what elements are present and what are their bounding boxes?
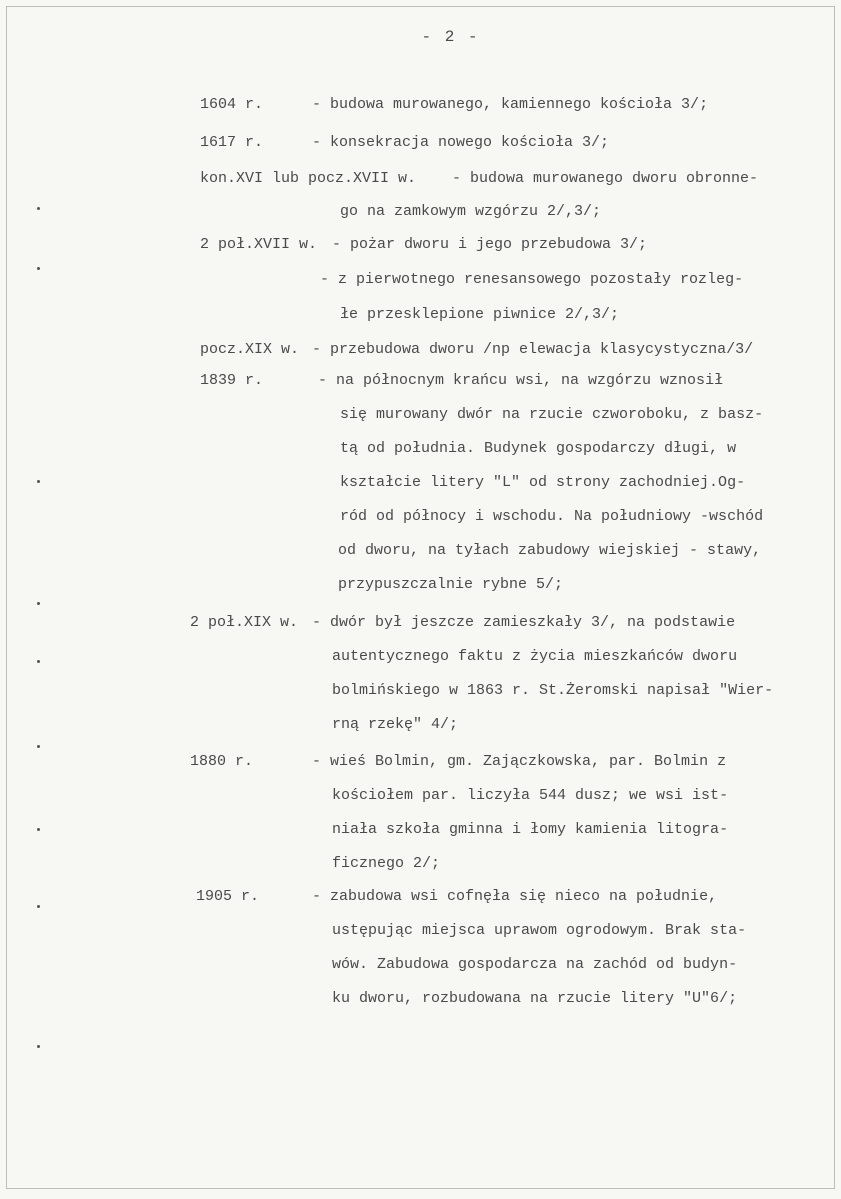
entry-text-line: autentycznego faktu z życia mieszkańców dworu [332, 648, 738, 665]
margin-dot [37, 480, 40, 483]
entry-text-line: niała szkoła gminna i łomy kamienia litogra- [332, 821, 729, 838]
margin-dot [37, 828, 40, 831]
entry-text-line: - pożar dworu i jego przebudowa 3/; [332, 236, 648, 253]
entry-text-line: łe przesklepione piwnice 2/,3/; [340, 306, 620, 323]
entry-text-line: bolmińskiego w 1863 r. St.Żeromski napisał "Wier- [332, 682, 774, 699]
entry-text-line: - dwór był jeszcze zamieszkały 3/, na podstawie [312, 614, 736, 631]
entry-text-line: rną rzekę" 4/; [332, 716, 459, 733]
entry-date: 1905 r. [196, 888, 260, 905]
entry-date: 2 poł.XIX w. [190, 614, 299, 631]
margin-dot [37, 745, 40, 748]
entry-text-line: - z pierwotnego renesansowego pozostały rozleg- [320, 271, 744, 288]
margin-dot [37, 1045, 40, 1048]
entry-date: 1604 r. [200, 96, 264, 113]
entry-date: kon.XVI lub pocz.XVII w. [200, 170, 417, 187]
entry-text-line: - zabudowa wsi cofnęła się nieco na południe, [312, 888, 718, 905]
entry-date: 1880 r. [190, 753, 254, 770]
entry-date: 2 poł.XVII w. [200, 236, 318, 253]
entry-text-line: kształcie litery "L" od strony zachodniej.Og- [340, 474, 746, 491]
entry-date: 1839 r. [200, 372, 264, 389]
margin-dot [37, 207, 40, 210]
entry-text-line: - przebudowa dworu /np elewacja klasycystyczna/3/ [312, 341, 754, 358]
entry-text-line: od dworu, na tyłach zabudowy wiejskiej - stawy, [338, 542, 762, 559]
entry-text-line: - konsekracja nowego kościoła 3/; [312, 134, 610, 151]
entry-text-line: - na północnym krańcu wsi, na wzgórzu wznosił [318, 372, 724, 389]
entry-text-line: kościołem par. liczyła 544 dusz; we wsi ist- [332, 787, 729, 804]
entry-date: pocz.XIX w. [200, 341, 300, 358]
entry-text-line: tą od południa. Budynek gospodarczy długi, w [340, 440, 737, 457]
entry-text-line: przypuszczalnie rybne 5/; [338, 576, 564, 593]
margin-dot [37, 267, 40, 270]
entry-text-line: ustępując miejsca uprawom ogrodowym. Brak sta- [332, 922, 747, 939]
page-number: - 2 - [421, 28, 480, 46]
entry-text-line: ficznego 2/; [332, 855, 441, 872]
entry-text-line: - budowa murowanego, kamiennego kościoła 3/; [312, 96, 709, 113]
entry-text-line: ku dworu, rozbudowana na rzucie litery "U"6/; [332, 990, 738, 1007]
entry-text-line: go na zamkowym wzgórzu 2/,3/; [340, 203, 602, 220]
entry-text-line: wów. Zabudowa gospodarcza na zachód od budyn- [332, 956, 738, 973]
entry-date: 1617 r. [200, 134, 264, 151]
entry-text-line: się murowany dwór na rzucie czworoboku, z basz- [340, 406, 764, 423]
entry-text-line: ród od północy i wschodu. Na południowy -wschód [340, 508, 764, 525]
margin-dot [37, 660, 40, 663]
margin-dot [37, 602, 40, 605]
entry-text-line: - budowa murowanego dworu obronne- [452, 170, 759, 187]
margin-dot [37, 905, 40, 908]
entry-text-line: - wieś Bolmin, gm. Zajączkowska, par. Bolmin z [312, 753, 727, 770]
